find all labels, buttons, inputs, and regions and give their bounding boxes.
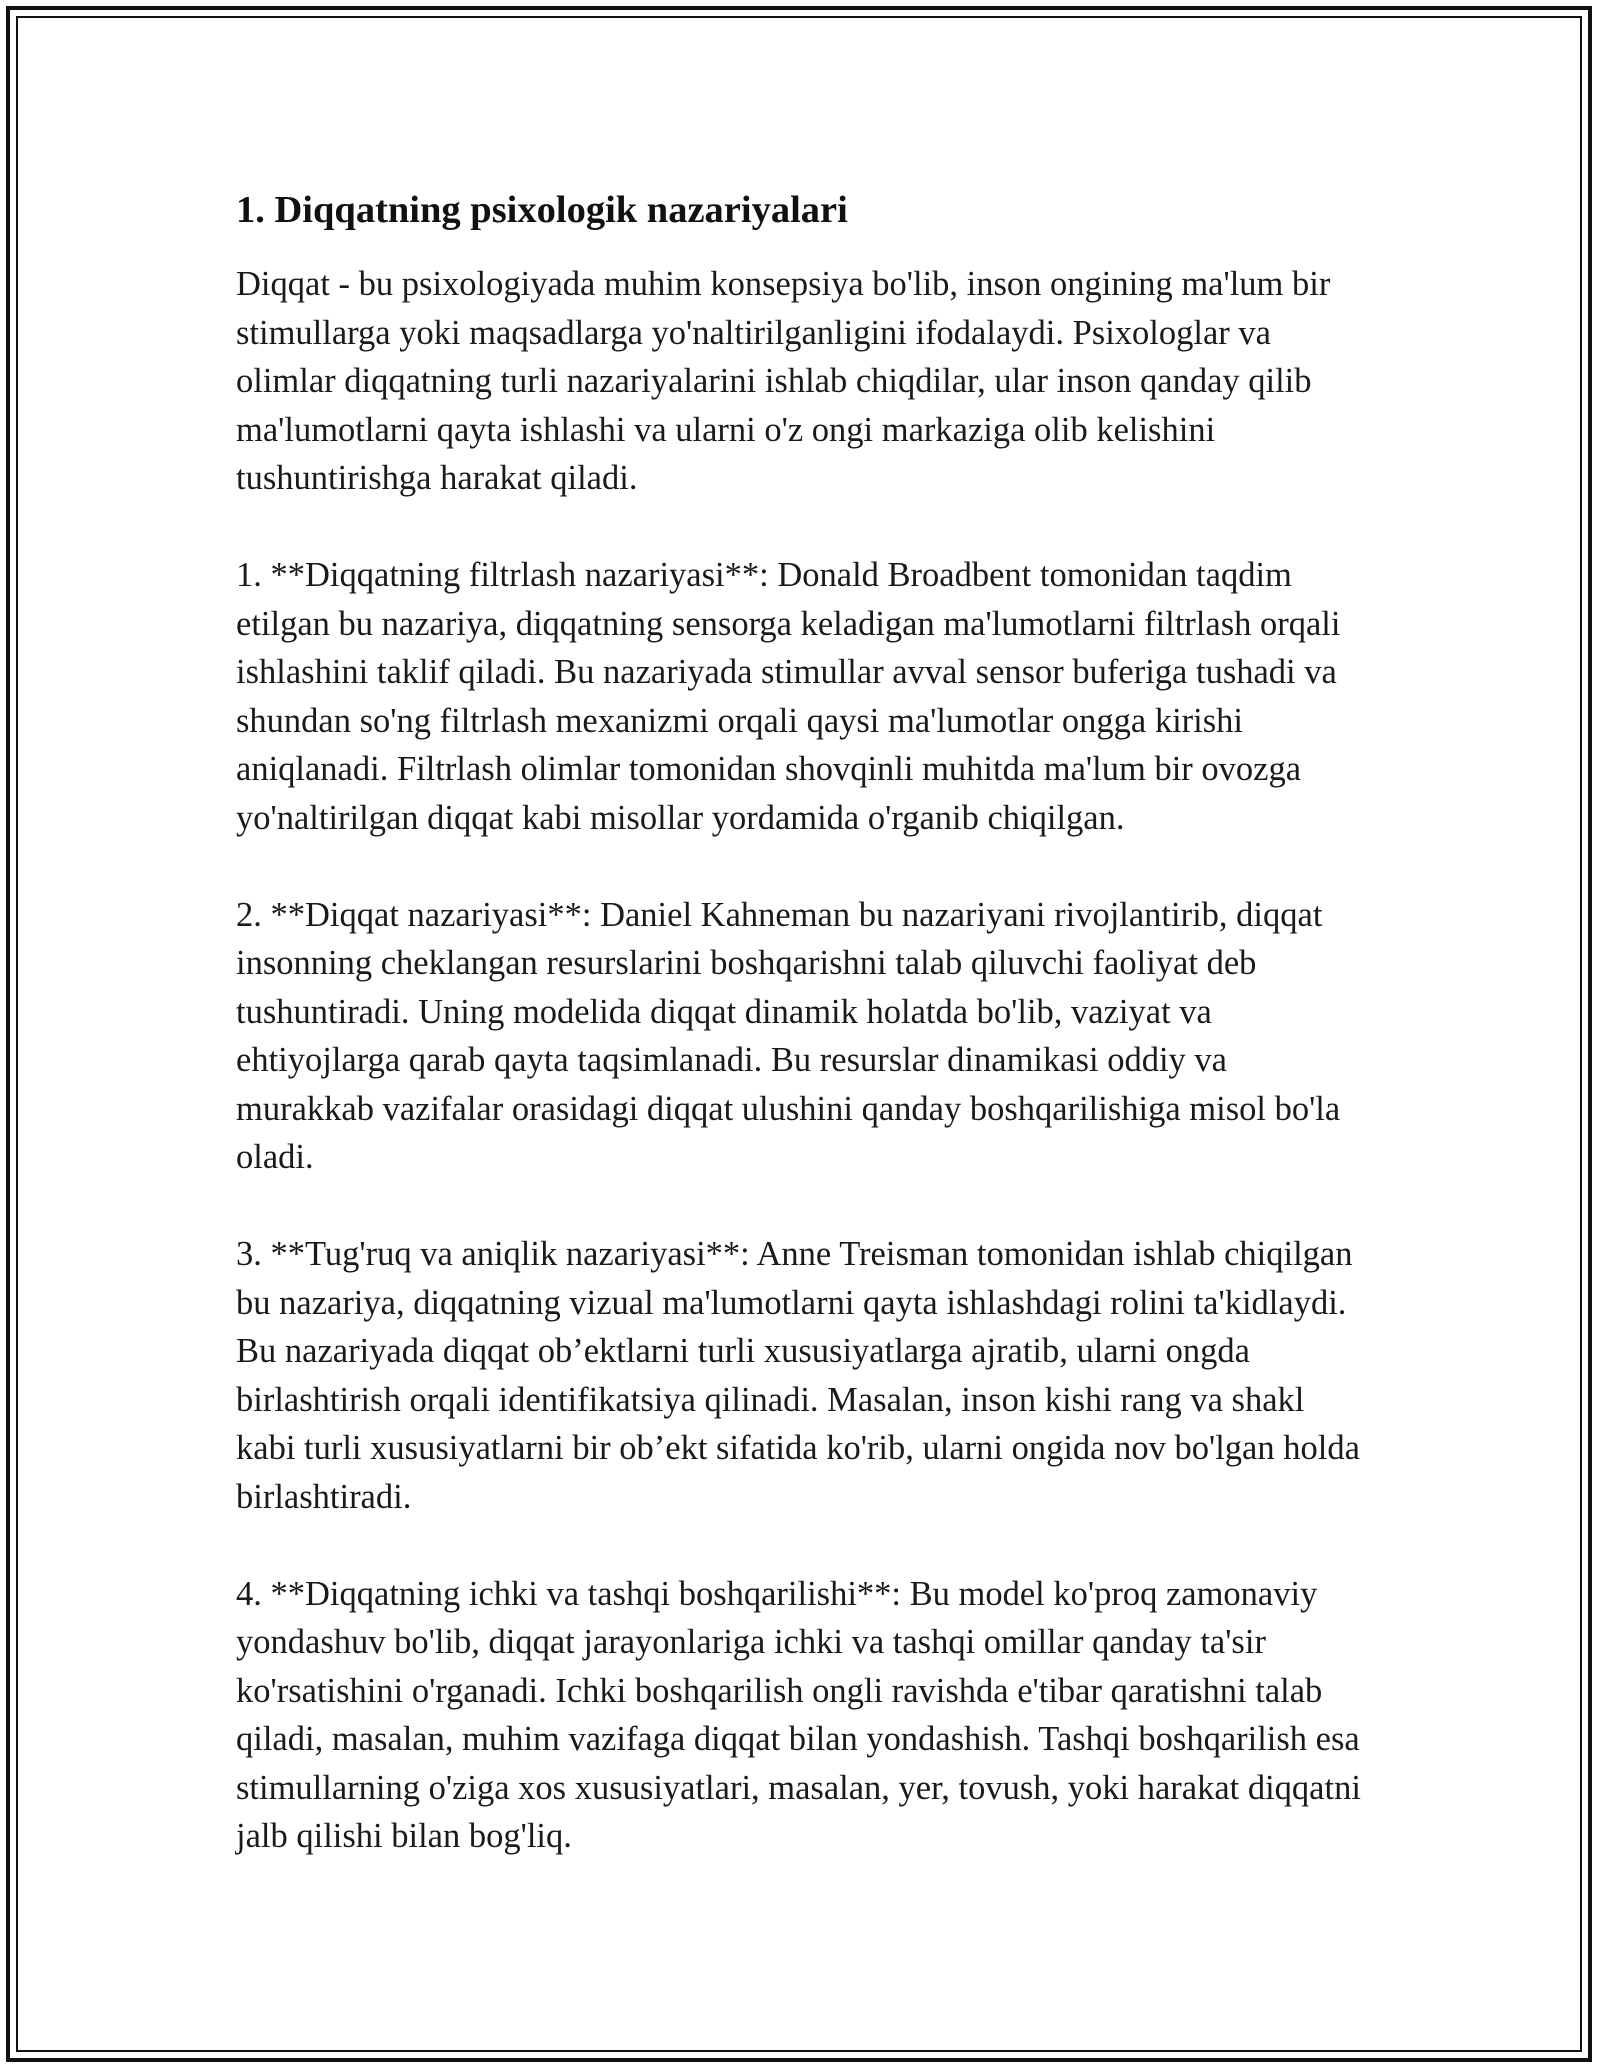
document-body	[236, 184, 1366, 1861]
intro-paragraph: Diqqat - bu psixologiyada muhim konsepsiya bo'lib, inson ongining ma'lum bir stimullarga yoki maqsadlarga yo'naltirilganligini ifodalaydi. Psixologlar va olimlar diqqatning turli nazariyalarini ishlab chiqdilar, ular inson qanday qilib ma'lumotlarni qayta ishlashi va ularni o'z ongi markaziga olib kelishini tushuntirishga harakat qiladi.	[236, 265, 1331, 497]
paragraph-attention-theory: 2. **Diqqat nazariyasi**: Daniel Kahneman bu nazariyani rivojlantirib, diqqat insonning cheklangan resurslarini boshqarishni talab qiluvchi faoliyat deb tushuntiradi. Uning modelida diqqat dinamik holatda bo'lib, vaziyat va ehtiyojlarga qarab qayta taqsimlanadi. Bu resurslar dinamikasi oddiy va murakkab vazifalar orasidagi diqqat ulushini qanday boshqarilishiga misol bo'la oladi.	[236, 895, 1341, 1176]
paragraph-internal-external-control: 4. **Diqqatning ichki va tashqi boshqarilishi**: Bu model ko'proq zamonaviy yondashuv bo'lib, diqqat jarayonlariga ichki va tashqi omillar qanday ta'sir ko'rsatishini o'rganadi. Ichki boshqarilish ongli ravishda e'tibar qaratishni talab qiladi, masalan, muhim vazifaga diqqat bilan yondashish. Tashqi boshqarilish esa stimullarning o'ziga xos xususiyatlari, masalan, yer, tovush, yoki harakat diqqatni jalb qilishi bilan bog'liq.	[236, 1574, 1361, 1855]
section-heading: 1. Diqqatning psixologik nazariyalari	[236, 189, 848, 231]
paragraph-filter-theory: 1. **Diqqatning filtrlash nazariyasi**: Donald Broadbent tomonidan taqdim etilgan bu nazariya, diqqatning sensorga keladigan ma'lumotlarni filtrlash orqali ishlashini taklif qiladi. Bu nazariyada stimullar avval sensor buferiga tushadi va shundan so'ng filtrlash mexanizmi orqali qaysi ma'lumotlar ongga kirishi aniqlanadi. Filtrlash olimlar tomonidan shovqinli muhitda ma'lum bir ovozga yo'naltirilgan diqqat kabi misollar yordamida o'rganib chiqilgan.	[236, 556, 1341, 837]
paragraph-treisman-theory: 3. **Tug'ruq va aniqlik nazariyasi**: Anne Treisman tomonidan ishlab chiqilgan bu nazariya, diqqatning vizual ma'lumotlarni qayta ishlashdagi rolini ta'kidlaydi. Bu nazariyada diqqat ob’ektlarni turli xususiyatlarga ajratib, ularni ongda birlashtirish orqali identifikatsiya qilinadi. Masalan, inson kishi rang va shakl kabi turli xususiyatlarni bir ob’ekt sifatida ko'rib, ularni ongida nov bo'lgan holda birlashtiradi.	[236, 1235, 1360, 1516]
